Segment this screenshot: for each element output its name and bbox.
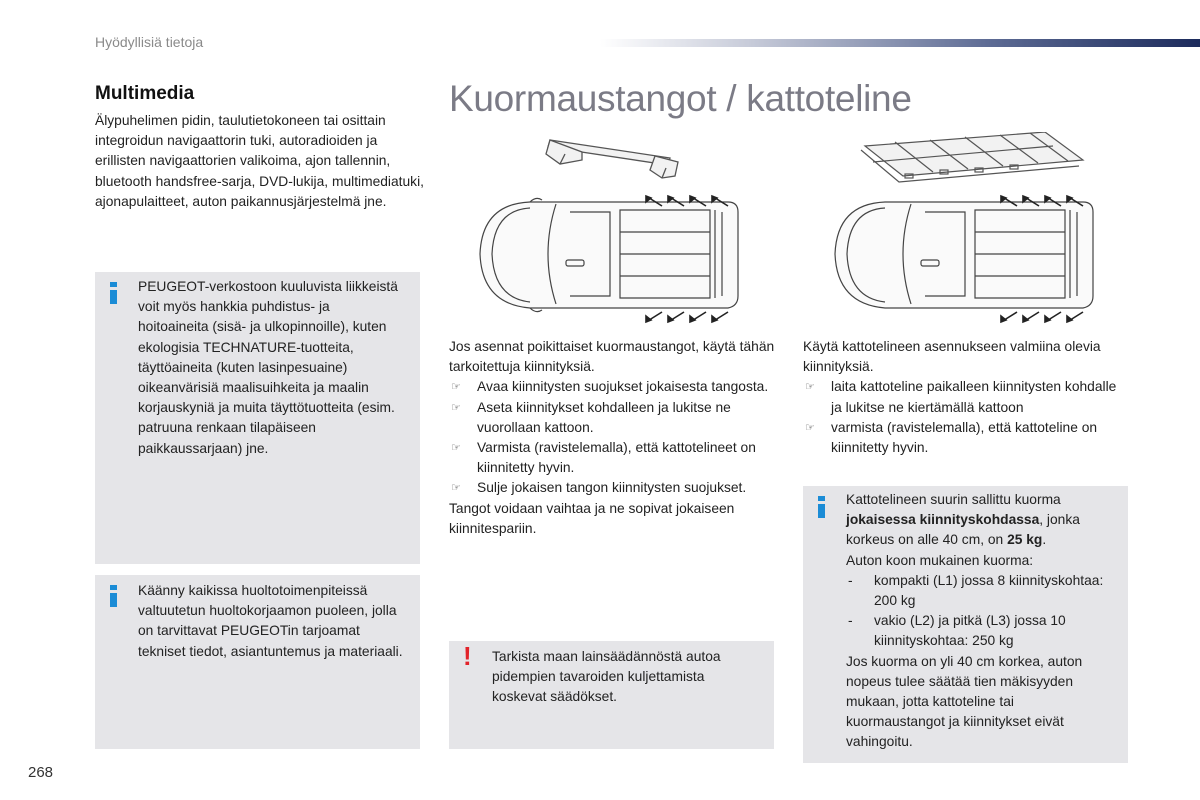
list-item: ☞ varmista (ravistelemalla), että kattoteline on kiinnitetty hyvin.: [803, 418, 1125, 458]
list-item: ☞ Sulje jokaisen tangon kiinnitysten suojukset.: [449, 478, 777, 498]
info-icon: [818, 496, 825, 518]
list-item: - kompakti (L1) jossa 8 kiinnityskohtaa: 200 kg: [846, 571, 1116, 611]
info-box-service-text: Käänny kaikissa huoltotoimenpiteissä valtuutetun huoltokorjaamon puoleen, jolla on tarvittavat PEUGEOTin tarjoamat tekniset tiedot, asiantuntemus ja materiaali.: [138, 583, 403, 659]
roof-rack-illustration: [825, 132, 1155, 332]
load-size-list: [846, 571, 1116, 652]
info-box-products: [95, 272, 420, 564]
info-box-products-text: PEUGEOT-verkostoon kuuluvista liikkeistä voit myös hankkia puhdistus- ja hoitoaineita (sisä- ja ulkopinnoille), kuten ekologisia TECHNATURE-tuotteita, täyttöaineita (kuten lasinpesuaine) oikeanvärisiä maalisuihkeita ja maalin korjauskyniä ja muita täyttötuotteita (esim. patruuna renkaan tilapäiseen paikkaussarjaan) jne.: [138, 279, 398, 456]
load-weight: 25 kg: [1007, 532, 1043, 548]
crossbar-illustration: [470, 132, 800, 332]
header-gradient-bar: [600, 39, 1200, 47]
multimedia-heading: Multimedia: [95, 83, 195, 104]
list-item: ☞ laita kattoteline paikalleen kiinnitysten kohdalle ja lukitse ne kiertämällä kattoon: [803, 377, 1125, 417]
list-item: - vakio (L2) ja pitkä (L3) jossa 10 kiinnityskohtaa: 250 kg: [846, 611, 1116, 651]
page-number: 268: [28, 764, 54, 781]
info-box-load-text: [846, 490, 1116, 753]
load-text-1: Kattotelineen suurin sallittu kuorma: [846, 492, 1061, 507]
crossbar-intro: Jos asennat poikittaiset kuormaustangot, käytä tähän tarkoitettuja kiinnityksiä.: [449, 339, 775, 375]
page-title: Kuormaustangot / kattoteline: [449, 78, 912, 119]
warning-icon: !: [463, 641, 472, 671]
load-text-3: .: [1042, 532, 1047, 548]
roof-rack-steps: [803, 377, 1125, 458]
height-warning: Jos kuorma on yli 40 cm korkea, auton nopeus tulee säätää tien mäkisyyden mukaan, jotta kattoteline tai kuormaustangot ja kiinnitykset eivät vahingoitu.: [846, 653, 1083, 750]
warning-text: Tarkista maan lainsäädännöstä autoa pidempien tavaroiden kuljettamista koskevat säädökset.: [492, 649, 721, 705]
roof-rack-instructions: [803, 337, 1125, 458]
load-text-emph: jokaisessa kiinnityskohdassa: [846, 512, 1040, 528]
crossbar-outro: Tangot voidaan vaihtaa ja ne sopivat jokaiseen kiinnitespariin.: [449, 500, 735, 536]
list-item: ☞ Varmista (ravistelemalla), että kattotelineet on kiinnitetty hyvin.: [449, 438, 777, 478]
load-by-size-label: Auton koon mukainen kuorma:: [846, 552, 1034, 568]
crossbar-steps: [449, 377, 777, 498]
warning-box: [449, 641, 774, 749]
section-header: Hyödyllisiä tietoja: [95, 34, 204, 50]
crossbar-instructions: [449, 337, 777, 539]
roof-rack-intro: Käytä kattotelineen asennukseen valmiina olevia kiinnityksiä.: [803, 339, 1101, 375]
info-box-service: [95, 575, 420, 749]
info-icon: [110, 585, 117, 607]
multimedia-intro: Älypuhelimen pidin, taulutietokoneen tai osittain integroidun navigaattorin tuki, autoradioiden ja erillisten navigaattorien valikoima, ajon tallennin, bluetooth handsfree-sarja, DVD-lukija, multimediatuki, ajonapulaitteet, auton paikannusjärjestelmä jne.: [95, 113, 424, 209]
load-text-2: , jonka korkeus on alle 40 cm, on: [846, 512, 1080, 548]
list-item: ☞ Aseta kiinnitykset kohdalleen ja lukitse ne vuorollaan kattoon.: [449, 398, 777, 438]
list-item: ☞ Avaa kiinnitysten suojukset jokaisesta tangosta.: [449, 377, 777, 397]
info-icon: [110, 282, 117, 304]
info-box-load: [803, 486, 1128, 763]
